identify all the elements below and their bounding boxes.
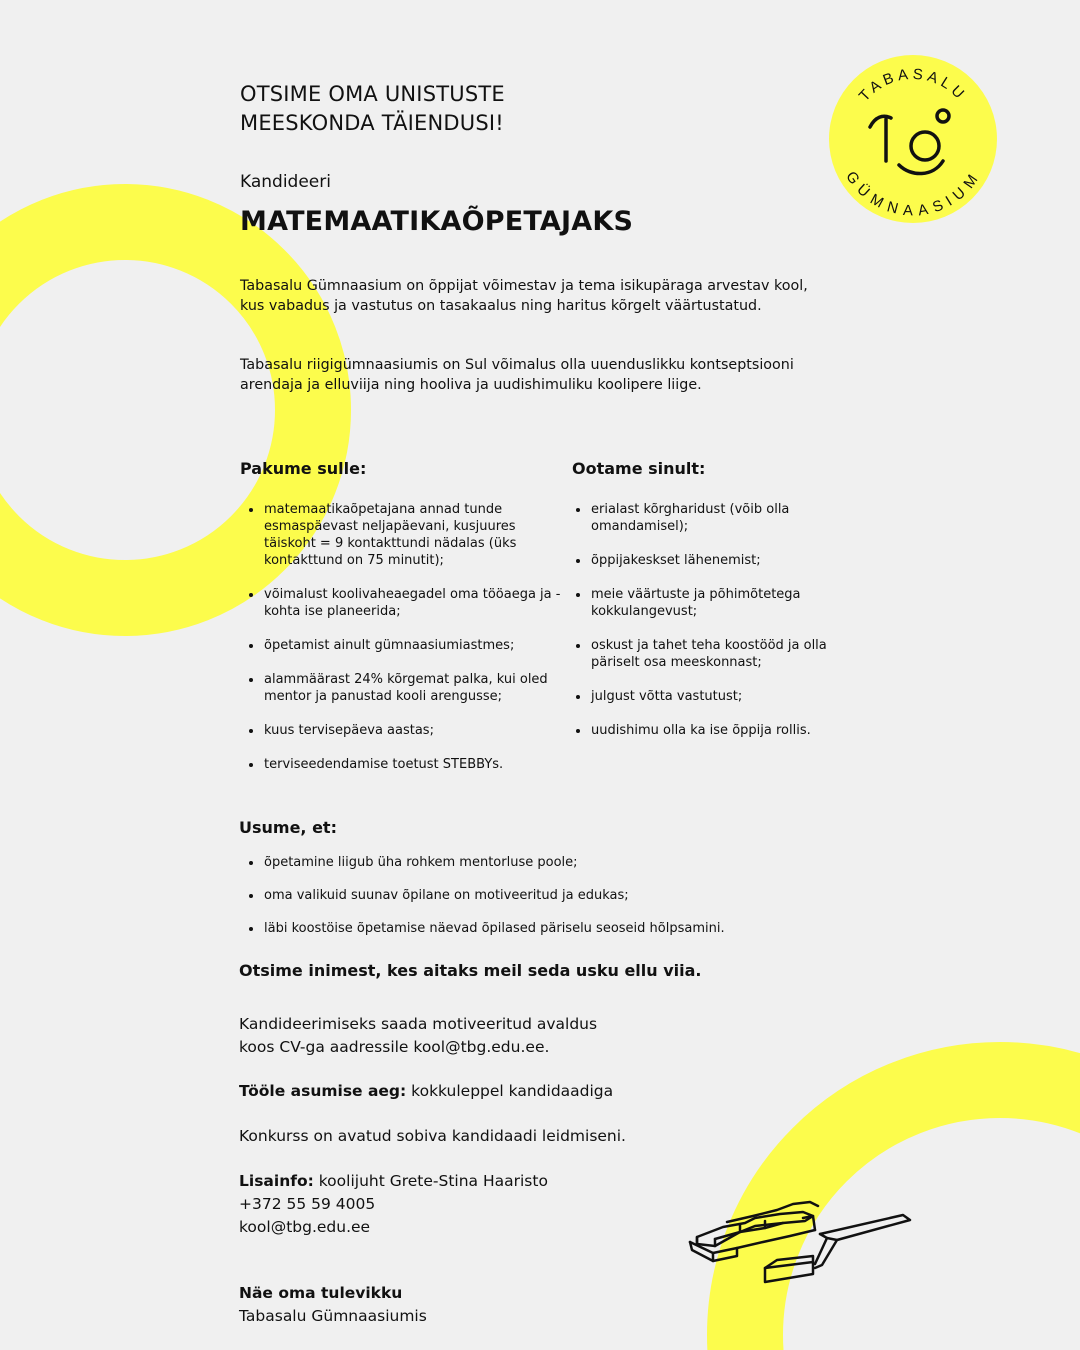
list-item: õppijakeskset lähenemist; (567, 552, 862, 569)
headline-line-2: MEESKONDA TÄIENDUSI! (240, 111, 504, 135)
list-item: alammäärast 24% kõrgemat palka, kui oled mentor ja panustad kooli arengusse; (240, 671, 565, 705)
expect-heading: Ootame sinult: (572, 459, 706, 478)
contact-email: kool@tbg.edu.ee (239, 1218, 371, 1236)
intro-paragraph-2: Tabasalu riigigümnaasiumis on Sul võimalus olla uuenduslikku kontseptsiooni arendaja ja elluviija ning hooliva ja uudishimuliku koolipere liige. (240, 357, 794, 393)
intro-paragraph-1: Tabasalu Gümnaasium on õppijat võimestav ja tema isikupäraga arvestav kool, kus vabadus ja vastutus on tasakaalus ning haritus kõrgelt väärtustatud. (240, 278, 808, 314)
list-item: matemaatikaõpetajana annad tunde esmaspäevast neljapäevani, kusjuures täiskoht = 9 kontakttundi nädalas (üks kontakttund on 75 minutit); (240, 501, 565, 569)
list-item: õpetamine liigub üha rohkem mentorluse poole; (240, 854, 860, 871)
slogan-line-2: Tabasalu Gümnaasiumis (239, 1307, 427, 1325)
believe-list (240, 854, 860, 953)
apply-line-1: Kandideerimiseks saada motiveeritud avaldus (239, 1015, 598, 1033)
list-item: meie väärtuste ja põhimõtetega kokkulangevust; (567, 586, 862, 620)
list-item: uudishimu olla ka ise õppija rollis. (567, 722, 862, 739)
contact-person: koolijuht Grete-Stina Haaristo (313, 1172, 548, 1190)
job-title: MATEMAATIKAÕPETAJAKS (240, 206, 634, 237)
offer-list (240, 501, 565, 773)
school-logo (829, 55, 997, 223)
contest-note: Konkurss on avatud sobiva kandidaadi leidmiseni. (239, 1127, 626, 1145)
list-item: erialast kõrgharidust (võib olla omandamisel); (567, 501, 862, 535)
contact-phone: +372 55 59 4005 (239, 1195, 376, 1213)
apply-instructions (239, 1013, 799, 1059)
extra-info-label: Lisainfo: (239, 1172, 314, 1190)
slogan-line-1: Näe oma tulevikku (239, 1284, 403, 1302)
start-label: Tööle asumise aeg: (239, 1082, 407, 1100)
list-item: julgust võtta vastutust; (567, 688, 862, 705)
list-item: kuus tervisepäeva aastas; (240, 722, 565, 739)
offer-heading: Pakume sulle: (240, 459, 367, 478)
logo-bottom-text: GÜMNAASIUM (842, 168, 984, 220)
stairs-illustration (685, 1190, 915, 1290)
expect-list (567, 501, 862, 739)
start-time (239, 1080, 799, 1103)
start-value: kokkuleppel kandidaadiga (406, 1082, 614, 1100)
headline (240, 80, 700, 138)
apply-label: Kandideeri (240, 172, 331, 192)
logo-top-text: TABASALU (855, 65, 971, 105)
seeking-statement: Otsime inimest, kes aitaks meil seda usku ellu viia. (239, 961, 702, 980)
list-item: õpetamist ainult gümnaasiumiastmes; (240, 637, 565, 654)
list-item: oma valikuid suunav õpilane on motiveeritud ja edukas; (240, 887, 860, 904)
list-item: oskust ja tahet teha koostööd ja olla päriselt osa meeskonnast; (567, 637, 862, 671)
list-item: terviseedendamise toetust STEBBYs. (240, 756, 565, 773)
list-item: läbi koostöise õpetamise näevad õpilased päriselu seoseid hõlpsamini. (240, 920, 860, 937)
list-item: võimalust koolivaheaegadel oma tööaega ja -kohta ise planeerida; (240, 586, 565, 620)
apply-line-2: koos CV-ga aadressile kool@tbg.edu.ee. (239, 1038, 550, 1056)
headline-line-1: OTSIME OMA UNISTUSTE (240, 82, 505, 106)
believe-heading: Usume, et: (239, 818, 337, 837)
